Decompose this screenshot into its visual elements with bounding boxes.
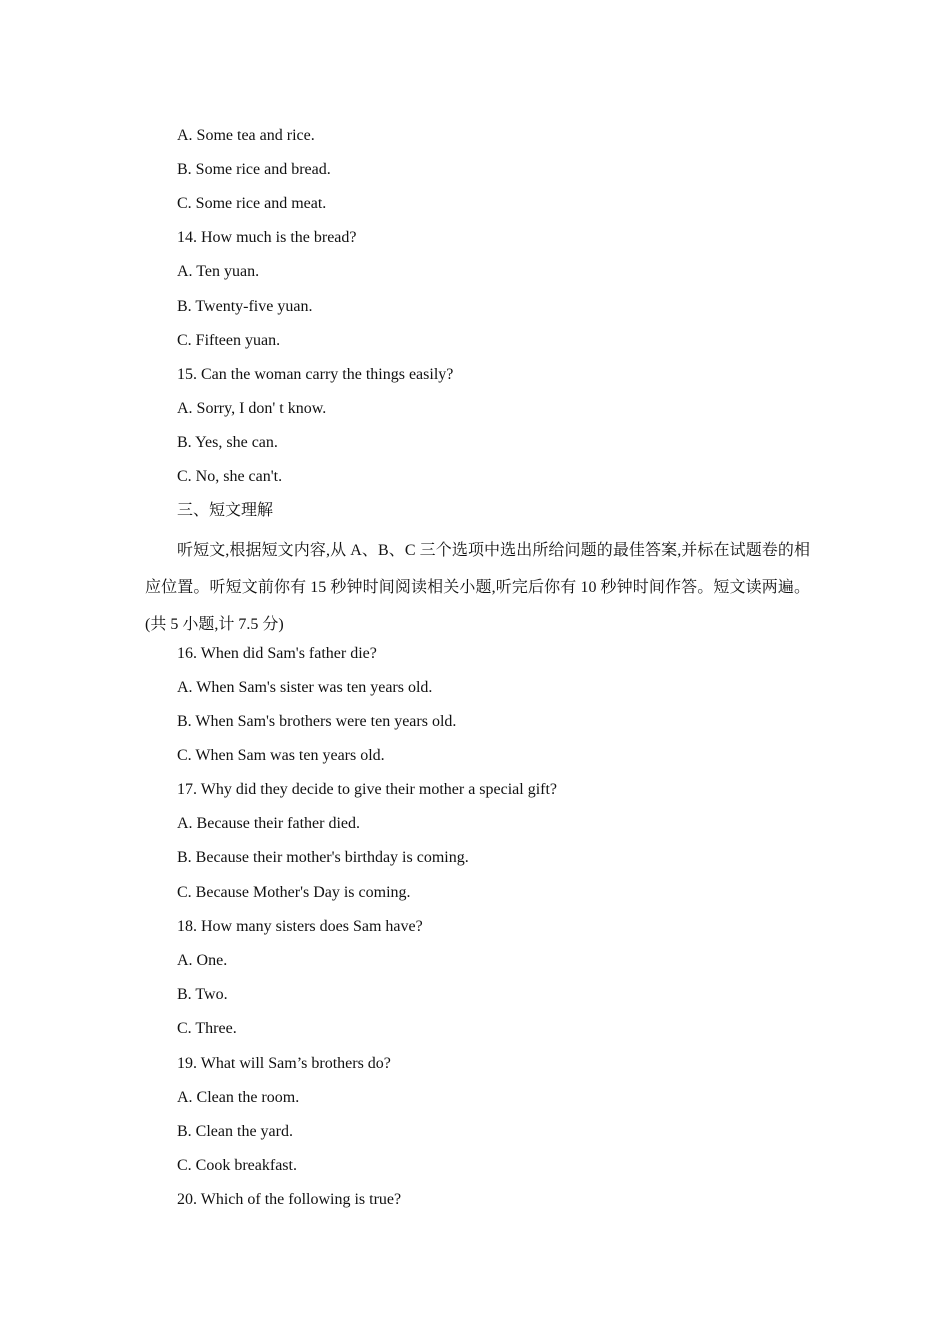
q13-option-a: A. Some tea and rice. bbox=[177, 127, 315, 144]
q13-option-b: B. Some rice and bread. bbox=[177, 161, 331, 178]
q14-option-a: A. Ten yuan. bbox=[177, 263, 260, 280]
q15-question: 15. Can the woman carry the things easily? bbox=[177, 366, 454, 383]
section-instructions: 听短文,根据短文内容,从 A、B、C 三个选项中选出所给问题的最佳答案,并标在试题卷的相应位置。听短文前你有 15 秒钟时间阅读相关小题,听完后你有 10 秒钟时间作答。短文读两遍。(共 5 小题,计 7.5 分) bbox=[145, 542, 810, 633]
q17-option-b: B. Because their mother's birthday is coming. bbox=[177, 849, 469, 866]
q18-question: 18. How many sisters does Sam have? bbox=[177, 918, 423, 935]
section-heading: 三、短文理解 bbox=[177, 502, 274, 519]
q18-option-a: A. One. bbox=[177, 952, 228, 969]
q16-option-a: A. When Sam's sister was ten years old. bbox=[177, 679, 433, 696]
q16-question: 16. When did Sam's father die? bbox=[177, 645, 377, 662]
q14-option-b: B. Twenty-five yuan. bbox=[177, 298, 313, 315]
q19-option-c: C. Cook breakfast. bbox=[177, 1157, 297, 1174]
q19-question: 19. What will Sam’s brothers do? bbox=[177, 1055, 391, 1072]
q15-option-a: A. Sorry, I don' t know. bbox=[177, 400, 327, 417]
q19-option-a: A. Clean the room. bbox=[177, 1089, 300, 1106]
q20-question: 20. Which of the following is true? bbox=[177, 1191, 402, 1208]
q17-question: 17. Why did they decide to give their mother a special gift? bbox=[177, 781, 558, 798]
q18-option-b: B. Two. bbox=[177, 986, 228, 1003]
q18-option-c: C. Three. bbox=[177, 1020, 237, 1037]
q19-option-b: B. Clean the yard. bbox=[177, 1123, 293, 1140]
q15-option-c: C. No, she can't. bbox=[177, 468, 283, 485]
q14-question: 14. How much is the bread? bbox=[177, 229, 357, 246]
q14-option-c: C. Fifteen yuan. bbox=[177, 332, 281, 349]
q13-option-c: C. Some rice and meat. bbox=[177, 195, 327, 212]
q15-option-b: B. Yes, she can. bbox=[177, 434, 278, 451]
q16-option-c: C. When Sam was ten years old. bbox=[177, 747, 385, 764]
q17-option-c: C. Because Mother's Day is coming. bbox=[177, 884, 411, 901]
q16-option-b: B. When Sam's brothers were ten years old. bbox=[177, 713, 457, 730]
q17-option-a: A. Because their father died. bbox=[177, 815, 361, 832]
